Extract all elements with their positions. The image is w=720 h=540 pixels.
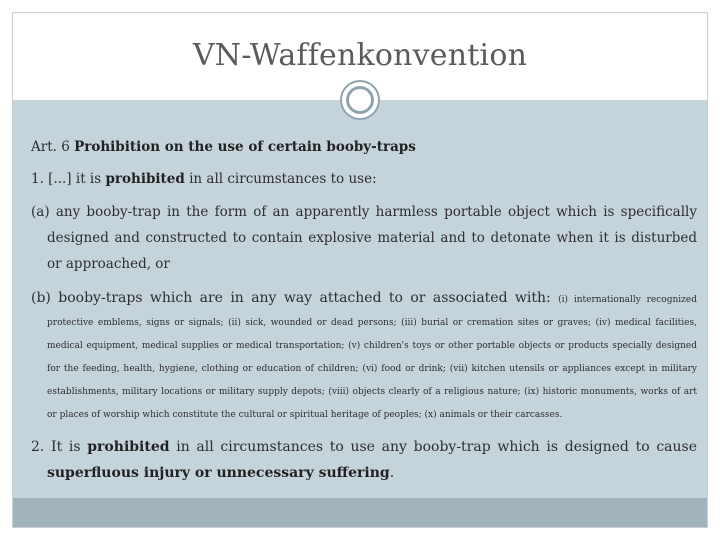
slide-title: VN-Waffenkonvention bbox=[192, 38, 528, 73]
ring-ornament-icon bbox=[340, 80, 380, 120]
article-heading bbox=[31, 135, 697, 159]
paragraph-1-start: 1. [...] it is bbox=[31, 171, 106, 187]
paragraph-1-end: in all circumstances to use: bbox=[184, 171, 377, 187]
paragraph-2-bold: prohibited bbox=[87, 439, 170, 455]
paragraph-2-bold-2: superfluous injury or unnecessary suffering bbox=[47, 465, 390, 481]
paragraph-1 bbox=[31, 167, 697, 191]
article-title: Prohibition on the use of certain booby-traps bbox=[74, 139, 416, 155]
body-text bbox=[31, 135, 697, 494]
item-a: (a) any booby-trap in the form of an apparently harmless portable object which is specifically designed and constructed to contain explosive material and to detonate when it is disturbed or approached, or bbox=[31, 204, 697, 272]
bottom-bar bbox=[13, 498, 707, 527]
item-b-intro: (b) booby-traps which are in any way attached to or associated with: bbox=[31, 290, 559, 306]
paragraph-2-start: 2. It is bbox=[31, 439, 88, 455]
article-prefix: Art. 6 bbox=[31, 139, 75, 155]
paragraph-2-end: . bbox=[389, 465, 395, 481]
paragraph-2 bbox=[31, 434, 697, 486]
item-b bbox=[31, 285, 697, 426]
paragraph-2-middle: in all circumstances to use any booby-trap which is designed to cause bbox=[169, 439, 697, 455]
paragraph-1-bold: prohibited bbox=[105, 171, 185, 187]
item-b-list: (i) internationally recognized protective emblems, signs or signals; (ii) sick, wounded or dead persons; (iii) burial or cremation sites or graves; (iv) medical facilities, medical equipment, medical supplies or medical transportation; (v) children's toys or other portable objects or products specially designed for the feeding, health, hygiene, clothing or education of children; (vi) food or drink; (vii) kitchen utensils or appliances except in military establishments, military locations or military supply depots; (viii) objects clearly of a religious nature; (ix) historic monuments, works of art or places of worship which constitute the cultural or spiritual heritage of peoples; (x) animals or their carcasses. bbox=[47, 295, 697, 420]
content-panel bbox=[13, 100, 707, 498]
